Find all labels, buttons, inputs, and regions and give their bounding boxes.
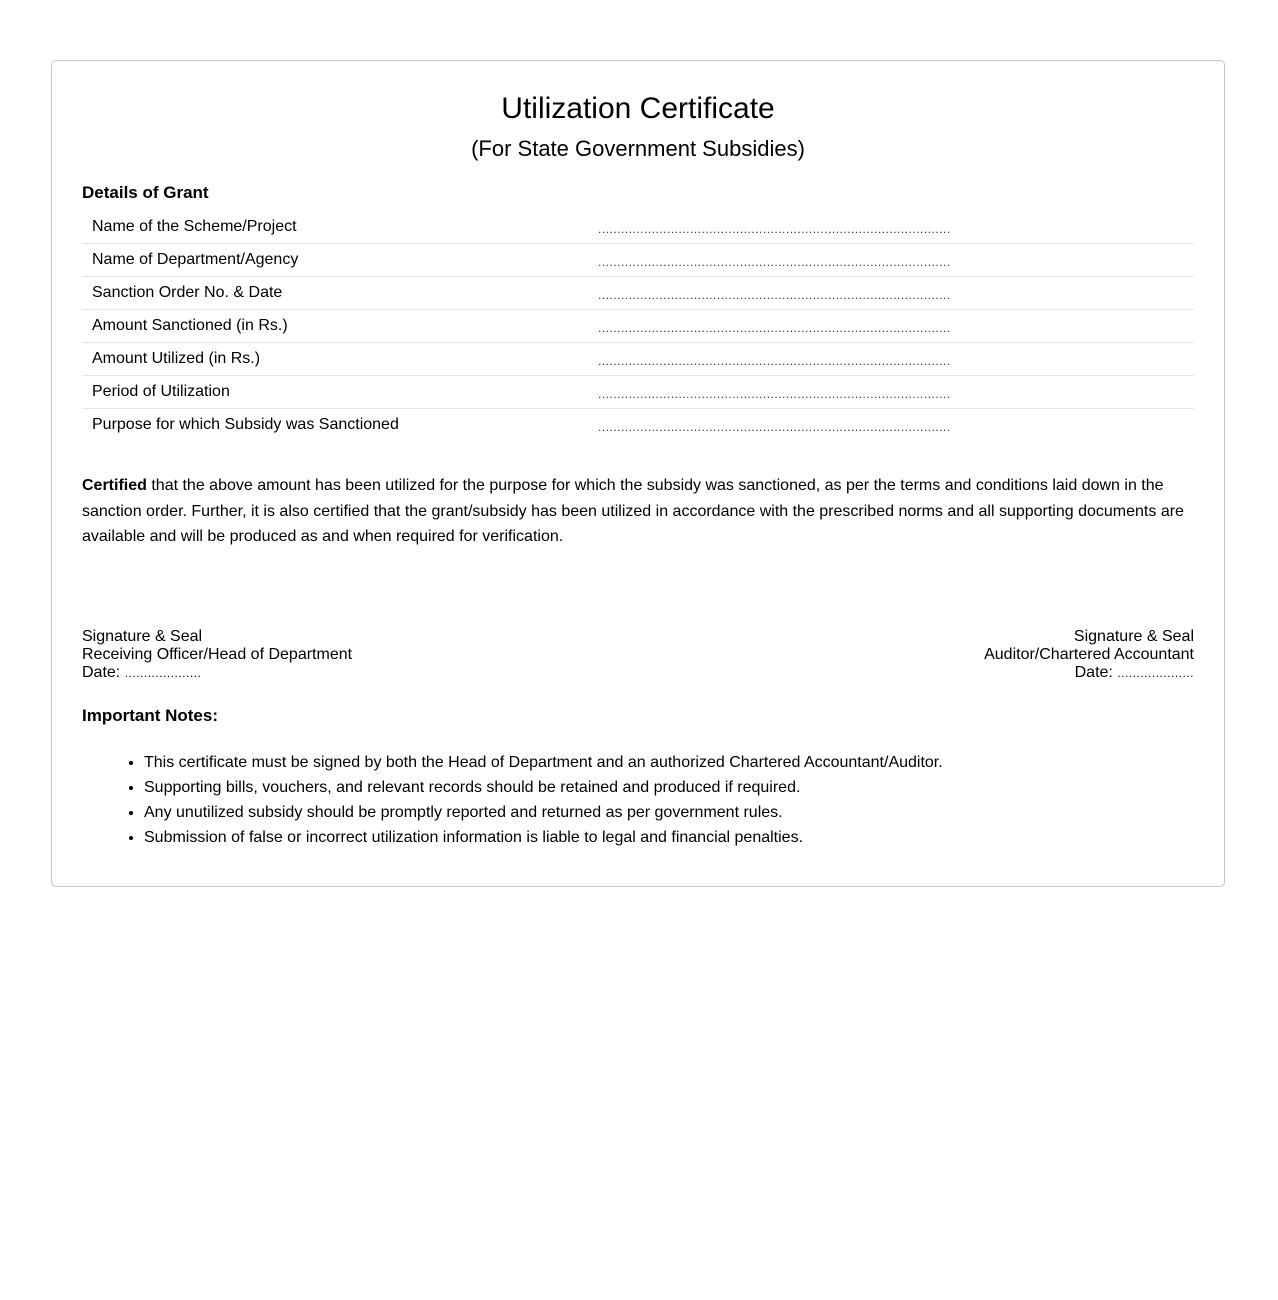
row-label: Purpose for which Subsidy was Sanctioned	[82, 409, 588, 442]
signature-date	[82, 664, 352, 682]
page-subtitle: (For State Government Subsidies)	[471, 136, 805, 161]
fill-in-blank: ............................................................................................	[598, 254, 951, 269]
list-item: • This certificate must be signed by both the Head of Department and an authorized Chartered Accountant/Auditor.	[144, 750, 1194, 775]
fill-in-blank: ............................................................................................	[598, 353, 951, 368]
table-row	[82, 409, 1194, 442]
date-label: Date:	[1074, 663, 1118, 681]
signature-label: Signature & Seal	[82, 627, 203, 645]
signature-hod	[82, 628, 352, 682]
row-label: Sanction Order No. & Date	[82, 277, 588, 310]
important-notes-heading: Important Notes:	[82, 705, 218, 725]
table-row	[82, 310, 1194, 343]
important-notes-list	[82, 750, 1194, 850]
certification-statement	[82, 473, 1194, 550]
page-title: Utilization Certificate	[501, 92, 775, 125]
signature-auditor	[984, 628, 1194, 682]
row-label: Amount Utilized (in Rs.)	[82, 343, 588, 376]
fill-in-blank: ............................................................................................	[598, 287, 951, 302]
certified-lead: Certified	[82, 477, 147, 494]
row-label: Name of the Scheme/Project	[92, 218, 297, 235]
row-value	[588, 277, 1194, 310]
grant-details-heading: Details of Grant	[82, 183, 209, 202]
row-value	[588, 211, 1194, 244]
table-row	[82, 376, 1194, 409]
grant-details-table	[82, 211, 1194, 441]
row-value	[588, 409, 1194, 442]
certificate-card	[51, 60, 1225, 887]
list-item: • Any unutilized subsidy should be promptly reported and returned as per government rules.	[144, 800, 1194, 825]
row-value	[588, 244, 1194, 277]
row-label: Amount Sanctioned (in Rs.)	[82, 310, 588, 343]
date-label: Date:	[82, 663, 125, 681]
fill-in-blank: ............................................................................................	[598, 419, 951, 434]
table-row	[82, 343, 1194, 376]
signatory-title: Receiving Officer/Head of Department	[82, 645, 353, 663]
date-blank: ....................	[1117, 665, 1194, 680]
fill-in-blank: ............................................................................................	[598, 221, 951, 236]
table-row	[82, 211, 1194, 244]
signatory-title: Auditor/Chartered Accountant	[984, 645, 1194, 663]
date-blank: ....................	[124, 665, 202, 680]
row-value	[588, 376, 1194, 409]
list-item: • Supporting bills, vouchers, and relevant records should be retained and produced if required.	[144, 775, 1194, 800]
table-row	[82, 277, 1194, 310]
row-label: Period of Utilization	[82, 376, 588, 409]
signature-label: Signature & Seal	[1073, 627, 1194, 645]
row-value	[588, 310, 1194, 343]
list-item: • Submission of false or incorrect utilization information is liable to legal and financial penalties.	[144, 825, 1194, 850]
row-value	[588, 343, 1194, 376]
signature-date	[984, 664, 1194, 682]
fill-in-blank: ............................................................................................	[598, 386, 951, 401]
fill-in-blank: ............................................................................................	[598, 320, 951, 335]
signature-block	[82, 628, 1194, 682]
table-row	[82, 244, 1194, 277]
row-label: Name of Department/Agency	[82, 244, 588, 277]
certification-text: that the above amount has been utilized for the purpose for which the subsidy was sanctioned, as per the terms and conditions laid down in the sanction order. Further, it is also certified that the grant/subsidy has been utilized in accordance with the prescribed norms and all supporting documents are available and will be produced as and when required for verification.	[82, 477, 1184, 545]
